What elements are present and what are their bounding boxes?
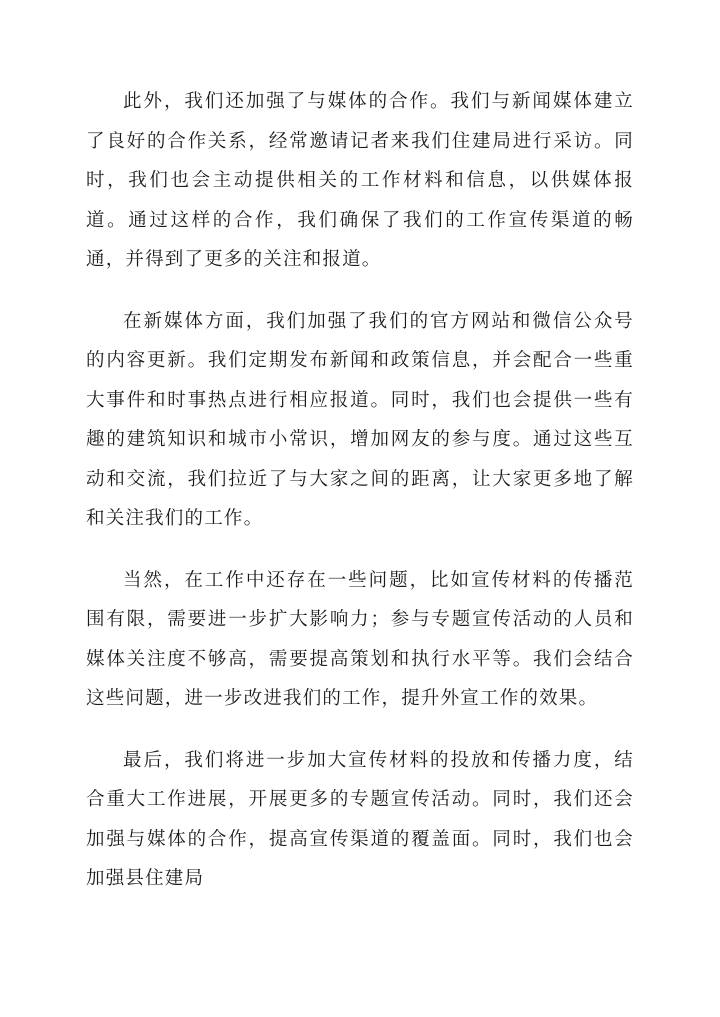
paragraph-existing-problems: 当然，在工作中还存在一些问题，比如宣传材料的传播范围有限，需要进一步扩大影响力；参与专题宣传活动的人员和媒体关注度不够高，需要提高策划和执行水平等。我们会结合这些问题，进一步改进我们的工作，提升外宣工作的效果。 <box>86 569 634 709</box>
document-body <box>86 82 634 921</box>
paragraph-media-cooperation: 此外，我们还加强了与媒体的合作。我们与新闻媒体建立了良好的合作关系，经常邀请记者来我们住建局进行采访。同时，我们也会主动提供相关的工作材料和信息，以供媒体报道。通过这样的合作，我们确保了我们的工作宣传渠道的畅通，并得到了更多的关注和报道。 <box>86 91 634 270</box>
paragraph-future-plans: 最后，我们将进一步加大宣传材料的投放和传播力度，结合重大工作进展，开展更多的专题宣传活动。同时，我们还会加强与媒体的合作，提高宣传渠道的覆盖面。同时，我们也会加强县住建局 <box>86 749 634 889</box>
paragraph-new-media: 在新媒体方面，我们加强了我们的官方网站和微信公众号的内容更新。我们定期发布新闻和政策信息，并会配合一些重大事件和时事热点进行相应报道。同时，我们也会提供一些有趣的建筑知识和城市小常识，增加网友的参与度。通过这些互动和交流，我们拉近了与大家之间的距离，让大家更多地了解和关注我们的工作。 <box>86 310 634 529</box>
